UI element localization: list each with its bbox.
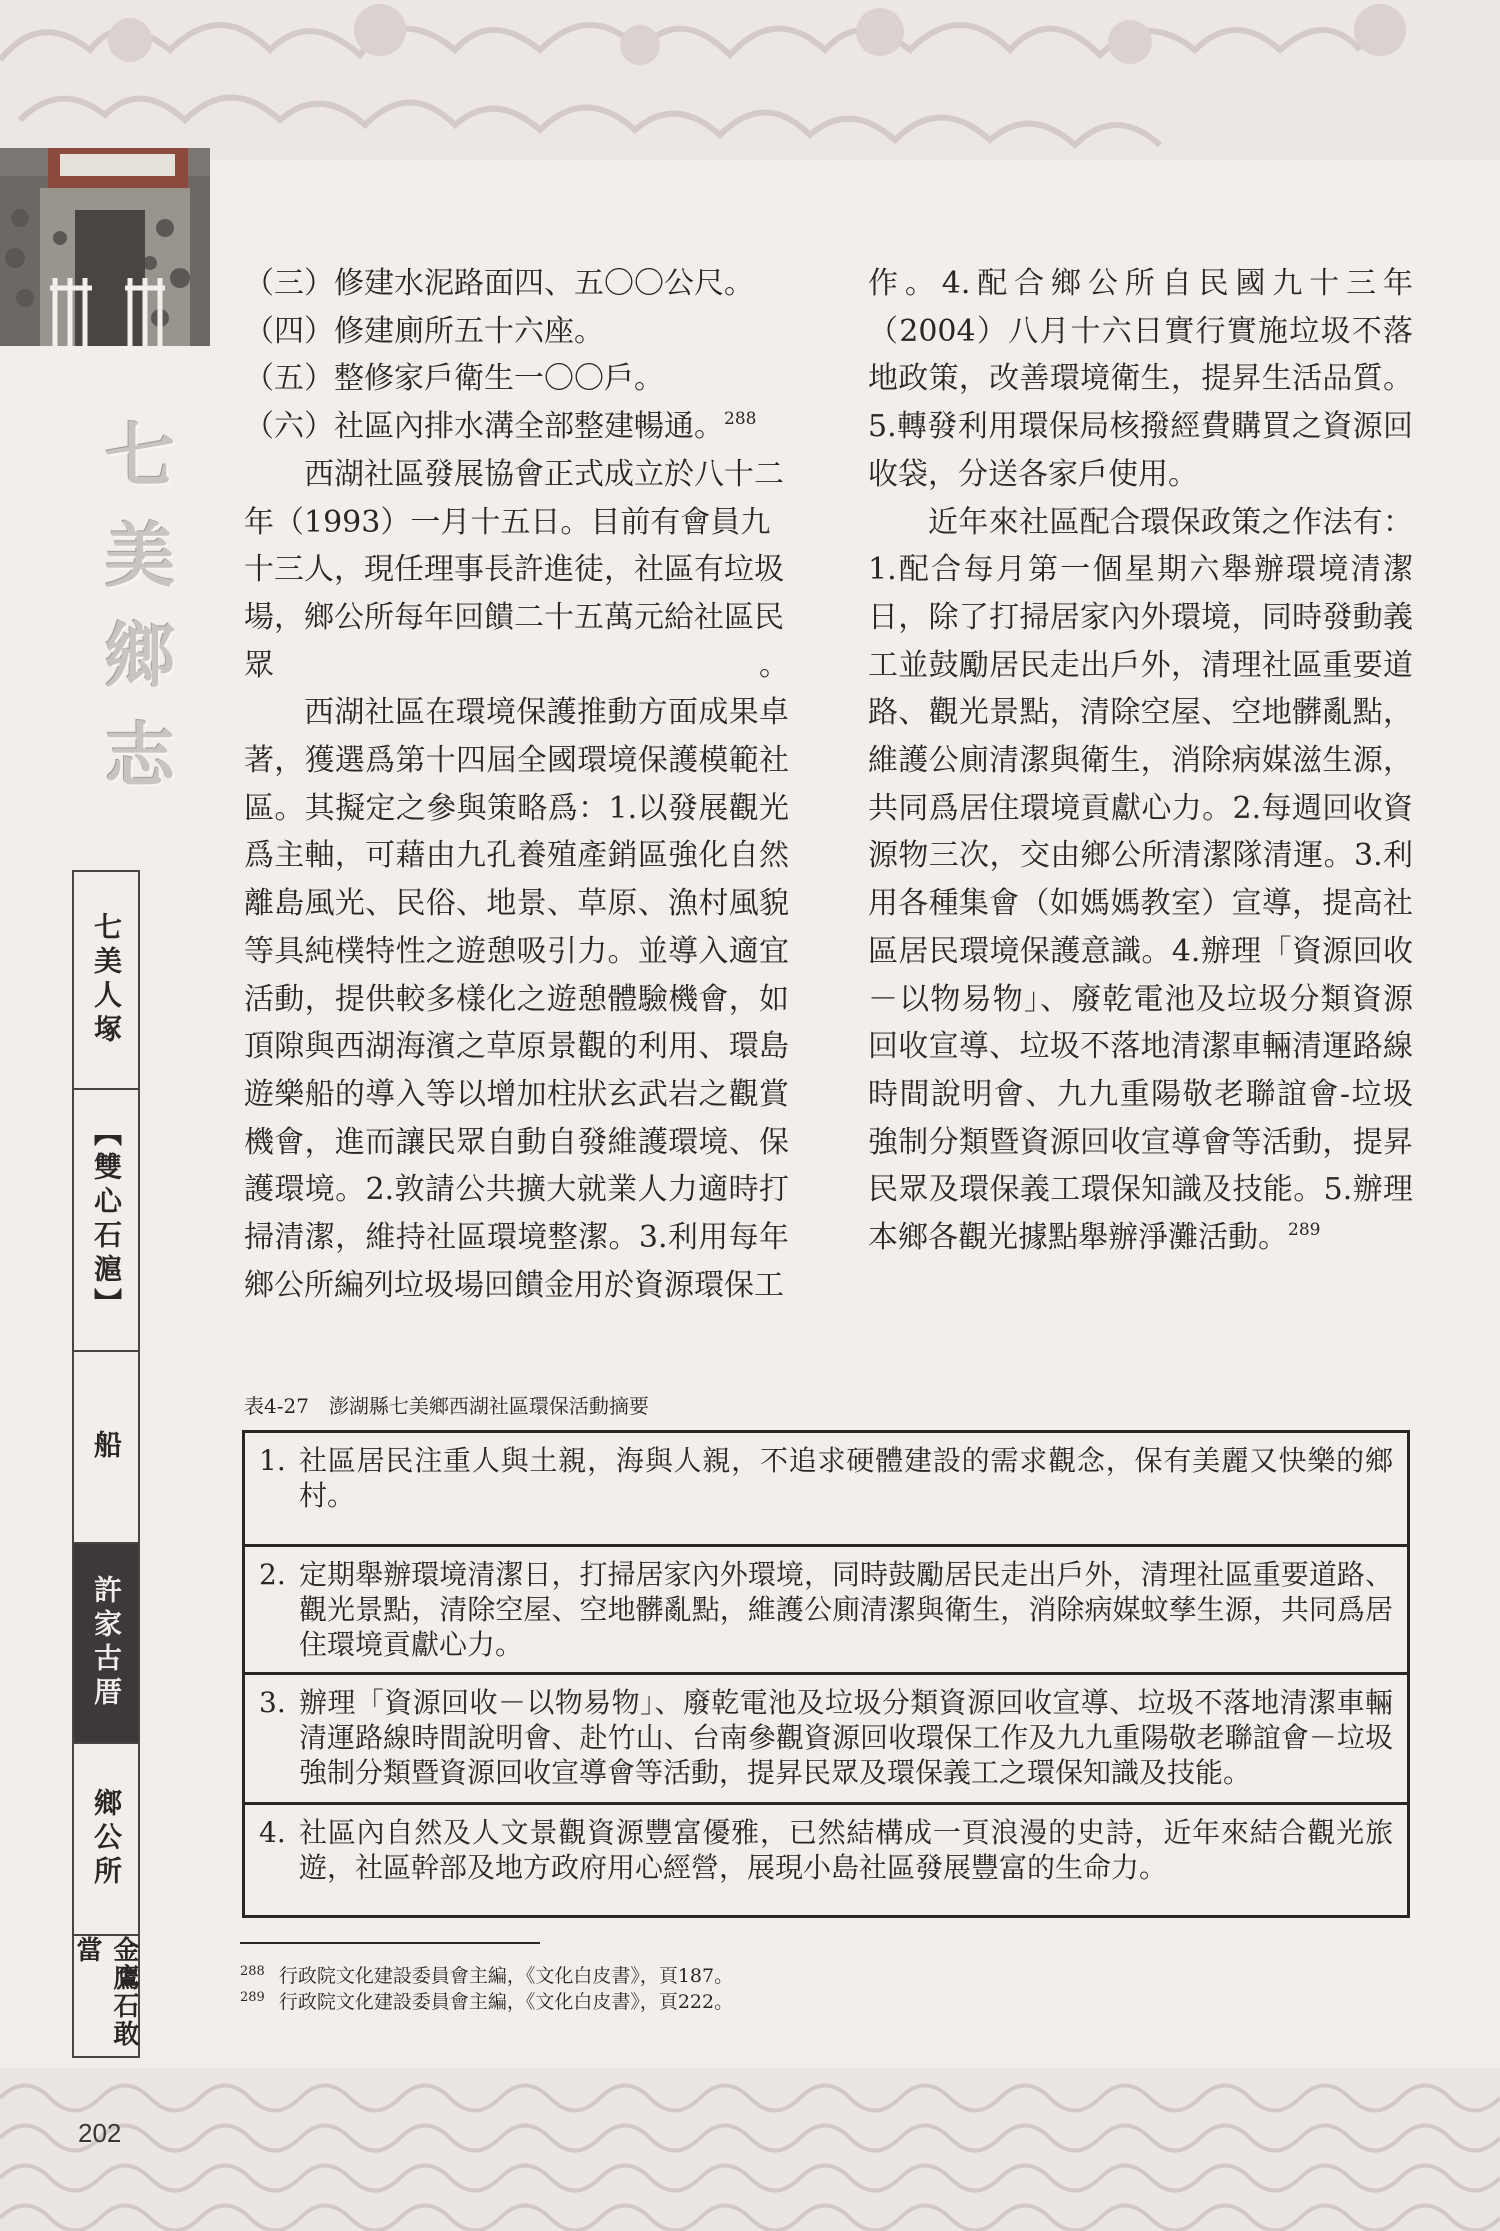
chapter-tab-active[interactable] (74, 1544, 138, 1744)
body-paragraph: 近年來社區配合環保政策之作法有：1.配合每月第一個星期六舉辦環境清潔日，除了打掃居家內外環境，同時發動義工並鼓勵居民走出戶外，清理社區重要道路、觀光景點，清除空屋、空地髒亂點，維護公廁清潔與衛生，消除病媒滋生源，共同爲居住環境貢獻心力。2.每週回收資源物三次，交由鄉公所清潔隊清運。3.利用各種集會（如媽媽教室）宣導，提高社區居民環境保護意識。4.辦理「資源回收－以物易物」、廢乾電池及垃圾分類資源回收宣導、垃圾不落地清潔車輛清運路線時間說明會、九九重陽敬老聯誼會-垃圾強制分類暨資源回收宣導會等活動，提昇民眾及環保義工環保知識及技能。5.辦理本鄉各觀光據點舉辦淨灘活動。$^{289}$ (868, 504, 1413, 1256)
body-paragraph: 西湖社區發展協會正式成立於八十二年（1993）一月十五日。目前有會員九十三人，現任理事長許進徒，社區有垃圾場，鄉公所每年回饋二十五萬元給社區民眾。 (244, 456, 789, 683)
list-line: （四）修建廁所五十六座。 (244, 313, 604, 349)
book-side-title (30, 400, 200, 820)
chapter-tab[interactable] (74, 872, 138, 1090)
chapter-tab-label: 七美人塚 (90, 912, 123, 1048)
row-text: 社區居民注重人與土親，海與人親，不追求硬體建設的需求觀念，保有美麗又快樂的鄉村。 (299, 1444, 1393, 1512)
summary-row (245, 1805, 1407, 1915)
footnote-number: 289 (240, 1990, 265, 2005)
footnote-ref: 288 (724, 409, 757, 430)
list-line: （五）整修家戶衛生一〇〇戶。 (244, 361, 664, 397)
chapter-tab-label: 許家古厝 (90, 1575, 123, 1711)
cloud-border-top (0, 0, 1500, 160)
list-line: （六）社區內排水溝全部整建暢通。$^{288}$ (244, 409, 757, 445)
page-number: 202 (78, 2118, 122, 2148)
row-number: 1. (259, 1444, 286, 1477)
left-column (244, 260, 789, 1309)
summary-row (245, 1675, 1407, 1805)
chapter-tab[interactable] (74, 1936, 138, 2056)
footnote-ref: 289 (1288, 1220, 1321, 1241)
list-line: （三）修建水泥路面四、五〇〇公尺。 (244, 266, 754, 301)
chapter-tab[interactable] (74, 1090, 138, 1352)
chapter-tab-label: 【雙心石滬】 (90, 1118, 123, 1322)
side-title-char: 志 (105, 714, 175, 797)
summary-row (245, 1433, 1407, 1547)
side-title-char: 美 (105, 514, 175, 597)
wave-border-bottom (0, 2068, 1500, 2231)
row-number: 2. (259, 1558, 286, 1591)
chapter-tab-label: 金鷹石敢當 (72, 1936, 139, 2048)
chapter-tab-label: 船 (90, 1430, 123, 1464)
chapter-tabs (72, 870, 140, 2058)
side-title-char: 七 (105, 414, 175, 497)
footnote-text: 行政院文化建設委員會主編，《文化白皮書》，頁222。 (278, 1991, 734, 2013)
table-caption: 表4-27 澎湖縣七美鄉西湖社區環保活動摘要 (244, 1394, 649, 1418)
chapter-tab[interactable] (74, 1744, 138, 1936)
right-column (868, 260, 1413, 1262)
row-number: 4. (259, 1816, 286, 1849)
summary-row (245, 1547, 1407, 1675)
side-title-char: 鄉 (105, 614, 175, 697)
row-text: 社區內自然及人文景觀資源豐富優雅，已然結構成一頁浪漫的史詩，近年來結合觀光旅遊，社區幹部及地方政府用心經營，展現小島社區發展豐富的生命力。 (299, 1816, 1393, 1884)
row-text: 辦理「資源回收－以物易物」、廢乾電池及垃圾分類資源回收宣導、垃圾不落地清潔車輛清運路線時間說明會、赴竹山、台南參觀資源回收環保工作及九九重陽敬老聯誼會－垃圾強制分類暨資源回收宣導會等活動，提昇民眾及環保義工之環保知識及技能。 (299, 1686, 1393, 1789)
body-paragraph: 西湖社區在環境保護推動方面成果卓著，獲選爲第十四屆全國環境保護模範社區。其擬定之參與策略爲：1.以發展觀光爲主軸，可藉由九孔養殖產銷區強化自然離島風光、民俗、地景、草原、漁村風貌等具純樸特性之遊憩吸引力。並導入適宜活動，提供較多樣化之遊憩體驗機會，如頂隙與西湖海濱之草原景觀的利用、環島遊樂船的導入等以增加柱狀玄武岩之觀賞機會，進而讓民眾自動自發維護環境、保護環境。2.敦請公共擴大就業人力適時打掃清潔，維持社區環境整潔。3.利用每年鄉公所編列垃圾場回饋金用於資源環保工 (244, 695, 789, 1303)
footnote (240, 1990, 733, 2014)
chapter-tab[interactable] (74, 1352, 138, 1544)
row-text: 定期舉辦環境清潔日，打掃居家內外環境，同時鼓勵居民走出戶外，清理社區重要道路、觀光景點，清除空屋、空地髒亂點，維護公廁清潔與衛生，消除病媒蚊孳生源，共同爲居住環境貢獻心力。 (299, 1558, 1393, 1661)
row-number: 3. (259, 1686, 286, 1719)
summary-table (242, 1430, 1410, 1918)
chapter-tab-label: 鄉公所 (90, 1788, 123, 1890)
footnote-divider (240, 1942, 540, 1944)
body-paragraph: 作。4.配合鄉公所自民國九十三年（2004）八月十六日實行實施垃圾不落地政策，改善環境衛生，提昇生活品質。5.轉發利用環保局核撥經費購買之資源回收袋，分送各家戶使用。 (868, 266, 1413, 492)
footnote-number: 288 (240, 1964, 265, 1979)
house-photo (0, 148, 210, 346)
footnote-text: 行政院文化建設委員會主編，《文化白皮書》，頁187。 (278, 1965, 734, 1987)
footnote (240, 1964, 733, 1988)
